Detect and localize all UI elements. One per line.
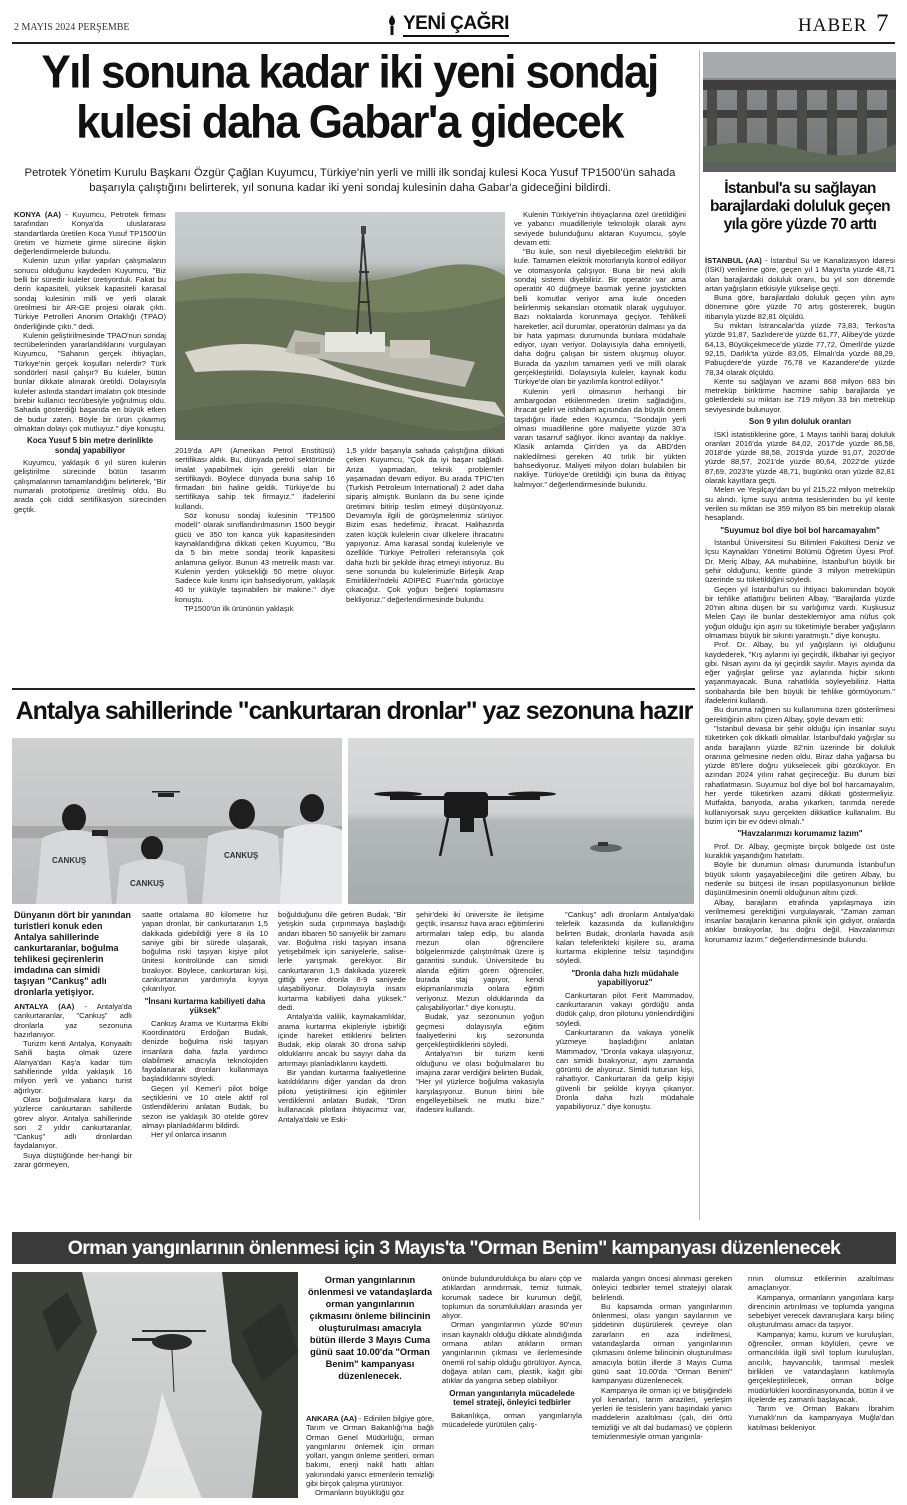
helicopter-icon: [132, 1330, 206, 1392]
story1-headline-line2: kulesi daha Gabar'a gidecek: [76, 96, 623, 149]
story1-col4-p3: Kulenin yerli olmasının herhangi bir ambargodan etkilenmeden üretim sağladığını, ihracat geliri ve istihdam açısından da büyük önem taşıdığını ifade eden Kuyumcu, "Sondajın yerli olması muadillerine göre maliyette yüzde 30'a varan tasarruf sağlıyor. İkinci avantajı da nakliye. Klasik anlamda Çin'den ya da ABD'den nakledilmesi gereken 40 tırlık bir yükten bahsediyoruz. Maliyeti milyon doları bulabilen bir nakliye. Türkiye'de üretildiği için buna da ihtiyaç kalmıyor." değerlendirmesinde bulundu.: [514, 386, 686, 489]
firefighting-helicopter-photo: [12, 1272, 298, 1498]
sidebar-dateline: İSTANBUL (AA): [705, 256, 762, 265]
vest-logo-3: CANKUŞ: [224, 851, 259, 860]
sidebar-subheading-3: "Havzalarımızı korumamız lazım": [737, 829, 863, 839]
story2-col4-p2: Budak, yaz sezonunun yoğun geçmesi dolayısıyla eğitim faaliyetlerini kış sezonunda gerçekleştirdiklerini söyledi.: [416, 1012, 544, 1050]
story2-col4-p3: Antalya'nın bir turizm kenti olduğunu ve olası boğulmaların bu imajına zarar verdiğini belirten Budak, "Her yıl yüzlerce boğulma vakasıyla karşılaşıyoruz. Bunun birini bile engelleyebilsek ne mutlu bize." ifadesini kullandı.: [416, 1049, 544, 1115]
story2-col1-p3: Olası boğulmalara karşı da yüzlerce cankurtaran sahillerde görev alıyor. Antalya sahillerinde son 2 yıldır cankurtaranlar, "Cankuş" adlı dronlardan faydalanıyor.: [14, 1094, 132, 1151]
sidebar-p3: Su miktarı İstrancalar'da yüzde 73,83, Terkos'ta yüzde 91,87, Sazlıdere'de yüzde 61,77, Alibey'de yüzde 64,13, Büyükçekmece'de yüzde 77,72, Ömerli'de yüzde 92,15, Darlık'ta yüzde 83,05, Elmalı'da yüzde 88,29, Pabuçdere'de yüzde 76,78 ve Kazandere'de yüzde 78,34 olarak ölçüldü.: [705, 321, 895, 377]
story2-subheading-2: "Dronla daha hızlı müdahale yapabiliyoruz": [571, 968, 679, 988]
sidebar-p14: Albay, barajların etrafında yapılaşmaya izin verilmemesi gerektiğini vurgulayarak, "Zaman zaman insanlar barajların kenarına piknik için gidiyor, oralarda atıklar bırakıyorlar, bu doğru değil. Havzalarımızı korumamız lazım." değerlendirmesinde bulundu.: [705, 897, 895, 944]
story2-col2-p1: saatte ortalama 80 kilometre hız yapan dronlar, bir cankurtaranın 1,5 dakikada gidebildiği yere 8 ila 10 saniye gibi bir sürede ulaşarak, boğulma riski taşıyan kişiye pilot ünitesi kontrolünde can simidi bırakıyor. Böylece, cankurtaran kişi, cankurtaranın yardımıyla kıyıya çıkarılıyor.: [142, 910, 268, 994]
story3-col3-p3: Kampanya ile orman içi ve bitişiğindeki yol kenarları, tarım arazileri, yerleşim yerleri ile tesislerin yanı başındaki yanıcı maddelerin azaltılması (çalı, diri örtü temizliği ve alt dal budaması) ve çöplerin temizlenmesiyle orman yangınla-: [592, 1385, 732, 1442]
masthead-rule: [12, 42, 895, 44]
drone-sea-scene: [348, 738, 694, 904]
story2-column-5: [556, 910, 694, 1196]
story2-col2-p3: Geçen yıl Kemer'i pilot bölge seçtiklerini ve 10 otele aktif rol üstlendiklerini anlatan Budak, bu sezon ise yaklaşık 30 otelde görev almayı planladıklarını bildirdi.: [142, 1083, 268, 1130]
story2-col1-p2: Turizm kenti Antalya, Konyaaltı Sahili başta olmak üzere Alanya'dan Kaş'a kadar tüm sahillerinde yılda yaklaşık 16 milyon yerli ve yabancı turist ağırlıyor.: [14, 1039, 132, 1095]
story1-column-4: [514, 210, 686, 680]
oil-rig-scene: [175, 212, 505, 440]
sidebar-p11: "İstanbul devasa bir şehir olduğu için insanlar suyu tüketirken çok dikkatli olmalılar. İstanbul'daki yağışlar su anda barajların yüzde 82'nin üzerinde bir doluluk oranına gelmesine neden oldu. Biraz daha yağarsa bu yüzde 85'lere doğru yükselecek gibi gözüküyor. En azından 2024 yılını rahat geçireceğiz. Bu durum bizi rahatlatmasın. Suyumuz bol diye bol bol harcamayalım, her yerde tüketirken azami dikkati göstermeliyiz. Mutfakta, banyoda, araba yıkarken, tarımda nerede kullanıyorsak suyu gerçekten dikkatlice kullanalım. Bu bizim için bir ev ödevi olmalı.": [705, 723, 895, 826]
story2-col5-p3: Cankurtaranın da vakaya yönelik yüzmeye başladığını anlatan Mammadov, "Dronla vakaya ulaşıyoruz, can simidi bırakıyoruz, aynı zamanda görüntü de alıyoruz. Simidi tutunan kişi, rahatlıyor. Cankurtaran da gelip kişiyi güvenli bir şekilde kıyıya çıkarıyor. Dronla daha hızlı müdahale yapabiliyoruz." diye konuştu.: [556, 1027, 694, 1112]
story1-col1-p2: Kulenin uzun yıllar yapılan çalışmaların sonucu olduğunu kaydeden Kuyumcu, "Biz belli bir süredir kuleler üretiyorduk. Fakat bu derin kapasiteli, yüksek kapasiteli karasal sondaj kulesinin milli ve yerli olarak üretilmesi bir AR-GE projesi olarak çıktı. Türkiye Petrolleri Anonim Ortaklığı (TPAO) önderliğinde çıktı." dedi.: [14, 256, 166, 331]
story2-dateline: ANTALYA (AA): [14, 1002, 75, 1011]
sidebar-p1: - İstanbul Su ve Kanalizasyon İdaresi (İSKİ) verilerine göre, geçen yıl 1 Mayıs'ta yüzde 48,71 olan barajlardaki doluluk oranı, bu yıl son dönemde artan yağışların etkisiyle yükselişe geçti.: [705, 256, 895, 293]
story3-column-3: [592, 1274, 732, 1500]
vest-logo-1: CANKUŞ: [52, 856, 87, 865]
drone-icon-small: [152, 791, 180, 797]
sidebar-p8: Geçen yıl İstanbul'un su ihtiyacı bakımından büyük bir tehlike atlattığını belirten Albay, "Barajlarda yüzde 20'nin altına düşen bir su varlığımız vardı. Kuşkusuz Melen Çayı ile bunlar desteklemiyor ama nüfus çok yoğun olduğu için aşırı su tüketimiyle beraber yağışların olmaması büyük bir sıkıntı yaratmıştı." diye konuştu.: [705, 584, 895, 640]
story3-column-4: [748, 1274, 894, 1500]
logo-text: YENİ ÇAĞRI: [403, 13, 509, 37]
story3-col1-p1: - Edinilen bilgiye göre, Tarım ve Orman Bakanlığı'na bağlı Orman Genel Müdürlüğü, orman yangınlarını önlemek için orman yolları, yangın önleme şeritleri, orman bakımı, enerji nakil hattı altları yakınındaki yanıcı etmenlerin temizliği gibi birçok çalışma yürütüyor.: [306, 1414, 434, 1489]
logo: [384, 12, 509, 38]
sidebar-p5: İSKİ istatistiklerine göre, 1 Mayıs tarihli baraj doluluk oranları 2016'da yüzde 84,02, 2017'de yüzde 86,58, 2018'de yüzde 88,58, 2019'da yüzde 91,07, 2020'de yüzde 88,57, 2021'de yüzde 80,64, 2022'de yüzde 87,69, 2023'te yüzde 48,71, bugünkü oran yüzde 82,81 olarak kayıtlara geçti.: [705, 429, 895, 486]
story2-col3-p2: Antalya'da valilik, kaymakamlıklar, arama kurtarma ekipleriyle işbirliği içinde hareket ettiklerini belirten Budak, ekip olarak 30 drona sahip olduklarını ancak bu sayıyı daha da artırmayı planladıklarını kaydetti.: [278, 1012, 406, 1068]
sidebar-subheading-2: "Suyumuz bol diye bol bol harcamayalım": [720, 525, 880, 535]
sidebar-p7: İstanbul Üniversitesi Su Bilimleri Fakültesi Deniz ve İçsu Kaynakları Yönetimi Bölümü Öğretim Üyesi Prof. Dr. Meriç Albay, AA muhabirine, İstanbul'un büyük bir şehir olduğunu, kentte günde 3 milyon metreküpün üzerinde su tüketildiğini söyledi.: [705, 538, 895, 585]
story1-col1-p4: Kuyumcu, yaklaşık 6 yıl süren kulenin geliştirilme sürecinde bütün tasarım çalışmalarının tamamlandığını belirterek, "Bir numaralı prototipimiz üretilmiş oldu. Bu arada çok ciddi sertifikasyon sürecinden geçtik.: [14, 458, 166, 514]
story1-column-1: [14, 210, 166, 680]
sidebar-p12: Prof. Dr. Albay, geçmişte birçok bölgede üst üste kuraklık yaşandığını hatırlattı.: [705, 841, 895, 861]
torch-logo-icon: [384, 14, 400, 36]
story3-subheading: Orman yangınlarıyla mücadelede temel strateji, önleyici tedbirler: [449, 1388, 575, 1408]
story2-col5-p1: "Cankuş" adlı dronların Antalya'daki telefeik kazasında da kullanıldığını belirten Budak, dronlarla havada asılı kalan teleferikteki kişilere su, arama kurtarma ekiplerine telsiz taşındığını söyledi.: [556, 910, 694, 966]
story1-col2-p1: 2019'da API (Amerikan Petrol Enstitüsü) sertifikası aldık. Bu, dünyada petrol sektöründe imalat yapabilmek için gerekli olan bir sertifikaydı. Böylece dünyada buna sahip 16 firmadan biri haline geldik. Türkiye'de bu sertifikaya sahip tek firmayız." ifadelerini kullandı.: [175, 446, 335, 511]
story3-col4-p3: Kampanya; kamu, kurum ve kuruluşları, öğrenciler, orman köylüleri, çevre ve ormancılıkla ilgili sivil toplum kuruluşları, arıcılık, hayvancılık, tarımsal meslek birlikleri ve vatandaşların katılımıyla gerçekleştirilecek, orman bölge müdürlükleri koordinasyonunda, bütün il ve ilçelerde eş zamanlı başlayacak.: [748, 1329, 894, 1404]
vest-logo-2: CANKUŞ: [130, 879, 165, 888]
story3-headline: Orman yangınlarının önlenmesi için 3 Mayıs'ta "Orman Benim" kampanyası düzenlenecek: [67, 1237, 841, 1259]
story3-col2-p1: önünde bulunduruldukça bu alanı çöp ve atıklardan arındırmak, temiz tutmak, korumak sadece bir kurumun değil, toplumun da sorumlulukları arasında yer alıyor.: [442, 1274, 582, 1321]
sidebar-divider: [699, 50, 700, 1220]
story1-col4-p1: Kulenin Türkiye'nin ihtiyaçlarına özel üretildiğini ve yabancı muadilleriyle teknolojik olarak aynı seviyede bulunduğunu aktaran Kuyumcu, şöyle devam etti:: [514, 210, 686, 247]
story1-col1-p3: Kulenin geliştirilmesinde TPAO'nun sondaj tecrübelerinden yararlandıklarını vurgulayan Kuyumcu, "Sahanın gerçek ihtiyaçları, Türkiye'nin gerçek koşulları nelerdir? Türk sondörleri nasıl çalışır? Bu kuleler, bütün bunlar dikkate alınarak üretildi. Dolayısıyla kuleler aslında standart imalatın çok ötesinde birebir kullanıcı tecrübesiyle yoğrulmuş oldu. Sahada gösterdiği başarıda en büyük etken de budur zaten. Böyle bir ürün çıkarmış olmaktan dolayı çok mutluyuz." diye konuştu.: [14, 330, 166, 433]
story3-lead: Orman yangınlarının önlenmesi ve vatandaşlarda orman yangınlarının çıkmasını önleme bilincinin oluşturulması amacıyla bütün illerde 3 Mayıs Cuma günü saat 10.00'da "Orman Benim" kampanyası düzenlenecek.: [307, 1275, 432, 1381]
masthead-date: 2 MAYIS 2024 PERŞEMBE: [14, 22, 130, 33]
sidebar-subheading-1: Son 9 yılın doluluk oranları: [748, 417, 852, 427]
lifeguards-scene: [12, 738, 342, 904]
story2-lead: Dünyanın dört bir yanından turistleri konuk eden Antalya sahillerinde cankurtaranlar, boğulma tehlikesi geçirenlerin imdadına can simidi taşıyan "Cankuş" adlı dronlarla yetişiyor.: [14, 910, 132, 997]
story3-column-1: [306, 1414, 434, 1500]
drone-icon: [374, 792, 556, 857]
story2-column-1: [14, 910, 132, 1196]
aqueduct-photo: [703, 52, 896, 172]
story1-col3-p1: 1,5 yıldır başarıyla sahada çalıştığına dikkati çeken Kuyumcu, "Çok da iyi başarı sağladı. Arıza yapmadan, teknik problemler yaşamadan devam ediyor. Bu arada TPIC'ten (Turkish Petroleum International) 2 adet daha sipariş almıştık. Bunların da bu sene içinde üretimini bitirip teslim etmeyi düşünüyoruz. Devamıyla ilgili de görüşmelerimiz sürüyor. Bizim esas hedefimiz, ihracat. Halihazırda zaten küçük kulelerin civar ülkelere ihracatını yapıyoruz. Ama karasal sondaj kuleleriyle ve özellikle Türkiye Petrolleri referansıyla çok daha hızlı bir şekilde ihraç etmeyi istiyoruz. Bu sene sonunda bu kulelerimizle Birleşik Arap Emirlikleri'ndeki ADIPEC Fuarı'nda görücüye çıkacağız. Çok yoğun beğeni toplamasını bekliyoruz." değerlendirmesinde bulundu.: [346, 446, 504, 604]
story2-col2-p4: Her yıl onlarca insanın: [151, 1130, 227, 1140]
story2-col3-p3: Bir yandan kurtarma faaliyetlerine katıldıklarını diğer yandan da dron pilotu yetiştirilmesi için eğitimler verdiklerini anlatan Budak, "Dron kullanacak pilotlara ihtiyacımız var, Antalya'daki ve Eski-: [278, 1068, 406, 1124]
story3-col2-p3: Bakanlıkça, orman yangınlarıyla mücadelede yürütülen çalış-: [442, 1410, 582, 1429]
story3-col2-p2: Orman yangınlarının yüzde 90'ının insan kaynaklı olduğu dikkate alındığında ormana atılan atıkların orman yangınlarının çıkması ve ilerlemesinde önemli rol sahip olduğu görülüyor. Ayrıca, doğaya atılan cam, plastik, kağıt gibi atıklar da yangına sebep olabiliyor.: [442, 1320, 582, 1386]
story2-col1-p4: Suya düştüğünde her-hangi bir zarar görmeyen,: [14, 1150, 132, 1170]
story3-dateline: ANKARA (AA): [306, 1414, 357, 1423]
story1-bottom-rule: [12, 688, 695, 690]
story1-col1-p1: - Kuyumcu, Petrotek firması tarafından Konya'da uluslararası standartlarda üretilen Koca Yusuf TP1500'ün üretim ve hizmete girme sürecine ilişkin değerlendirmelerde bulundu.: [14, 210, 166, 257]
helicopter-scene: [12, 1272, 298, 1498]
sidebar-headline: İstanbul'a su sağlayan barajlardaki doluluk geçen yıla göre yüzde 70 arttı: [710, 180, 890, 233]
story1-col4-p2: "Bu kule, son nesil diyebileceğim elektrikli bir kule. Tamamen elektrik motorlarıyla kontrol ediliyor ve otomasyonla çalışıyor. Buna bir nevi akıllı sondaj sistemi diyebiliriz. Bir operatör var ama operatör 40 düğmeye basmak yerine joystickten belli komutlar veriyor ama kule önceden belirlenmiş sekansları otomatik olarak uyguluyor. Bazı noktalarda korunmaya geçiyor. Tehlikeli hareketler, acil durumlar, operatörün dalması ya da bir hata yapması durumunda bunlara müdahale ediyor, uyarı veriyor. Dolayısıyla daha emniyetli, daha doğru çalışan bir sistem oluşmuş oluyor. Burada da yazılım tamamen yerli ve milli olarak gerçekleştirildi. Dolayısıyla kuleler, kaynak kodu Türkiye'de olan bir yazılımla kontrol ediliyor.": [514, 247, 686, 387]
story3-col1-p2: Ormanların büyüklüğü göz: [315, 1488, 405, 1498]
story2-col3-p1: boğulduğunu dile getiren Budak, "Bir yetişkin suda çırpınmaya başladığı andan itibaren 50 saniyelik bir zamanı var. Boğulma riski taşıyan insana yetişebilmek için saniyelerle, saliselerle yarışmak gerekiyor. Bir cankurtaranın 1,5 dakikada yüzerek gittiği yere dronla 8-9 saniyede ulaşabiliyoruz. Dolayısıyla insanı kurtarma kabiliyeti daha yüksek." dedi.: [278, 910, 406, 1012]
section-name: HABER: [798, 15, 868, 36]
story3-col4-p1: rının olumsuz etkilerinin azaltılması amaçlanıyor.: [748, 1274, 894, 1293]
story2-col4-p1: şehir'deki iki üniversite ile iletişime geçtik, insansız hava aracı eğitimlerini artırmaları talep edip, bu alanda mezun olan öğrencilere bölgelerimizde çalıştırılmak üzere iş garantisi sunduk. Üniversitede bu alanda eğitim gören öğrenciler, burada staj yapıyor, kendi ekipmanlarımızla onlara eğitim veriyoruz. Mezun olduklarında da çalışabiliyorlar." diye konuştu.: [416, 910, 544, 1012]
sidebar-p10: Bu duruma rağmen su kullanımına özen gösterilmesi gerektiğinin altını çizen Albay, şöyle devam etti:: [705, 705, 895, 724]
sidebar-p13: Böyle bir durumun olması durumunda İstanbul'un büyük sıkıntı yaşayabileceğini dile getiren Albay, bu nedenle su bütçesi ile insan popülasyonunun birlikte düşünülmesinin önemli olduğunun altını çizdi.: [705, 860, 895, 898]
story1-col2-p3: TP1500'ün ilk ürününün yaklaşık: [184, 604, 294, 614]
story2-column-2: [142, 910, 268, 1196]
story2-col5-p2: Cankurtaran pilot Ferit Mammadov, cankurtaranın vakayı gördüğü anda düdük çalıp, dron pilotunu yönlendirdiğini söyledi.: [556, 990, 694, 1028]
story3-col4-p4: Tarım ve Orman Bakanı İbrahim Yumaklı'nın da kampanyaya Muğla'dan katılması bekleniyor.: [748, 1404, 894, 1432]
aqueduct-scene: [703, 52, 896, 172]
story1-column-3: [346, 446, 504, 680]
story2-col2-p2: Cankuş Arama ve Kurtarma Ekibi Koordinatörü Erdoğan Budak, denizde boğulma riski taşıyan insanlara daha fazla yardımcı olabilmek amacıyla teknolojiden faydalanarak dronları kullanmaya başladıklarını söyledi.: [142, 1018, 268, 1084]
story1-dateline: KONYA (AA): [14, 210, 61, 219]
story2-column-3: [278, 910, 406, 1196]
story2-headline: Antalya sahillerinde "cankurtaran dronlar" yaz sezonuna hazır: [15, 697, 693, 725]
story1-subheading: Koca Yusuf 5 bin metre derinlikte sondaj yapabiliyor: [26, 436, 154, 455]
story3-col3-p1: malarda yangın öncesi alınması gereken önleyici tedbirler temel stratejiyi olarak belirlendi.: [592, 1274, 732, 1302]
oil-rig-photo: [175, 212, 505, 440]
sidebar-p9: Prof. Dr. Albay, bu yıl yağışların iyi olduğunu kaydederek, "Kış aylarını iyi geçirdik, ilkbahar iyi geçiyor gibi. Nisan ayını da iyi geçirdik sayılır. Mayıs ayında da eğer yağışlar gelirse yaz aylarında hiçbir sıkıntı yaşanmayacak. Buna rahatlıkla söyleyebiliriz. Hatta sonbaharda bile ben büyük bir tehlike görmüyorum." ifadelerini kullandı.: [705, 640, 895, 706]
story1-col2-p2: Söz konusu sondaj kulesinin "TP1500 modeli" olarak sınıflandırılmasının 1500 beygir gücü ve 350 ton kanca yük kapasitesinden kaynaklandığına dikkati çeken Kuyumcu, "Bu da 5 bin metre sondaj teorik kapasitesi anlamına geliyor. Bunun 43 metrelik mastı var. Kulenin yerden yüksekliği 50 metre oluyor. Sadece kule kısmı için bahsediyorum, yaklaşık 40 tır yüküyle taşınabilen bir makine." diye konuştu.: [175, 511, 335, 604]
story2-col1-p1: - Antalya'da cankurtaranlar, "Cankuş" adlı dronlarla yaz sezonuna hazırlanıyor.: [14, 1002, 132, 1039]
story1-headline-line1: Yıl sonuna kadar iki yeni sondaj: [41, 46, 658, 99]
story3-headline-banner: [12, 1232, 896, 1264]
story1-column-2: [175, 446, 335, 680]
story3-col3-p2: Bu kapsamda orman yangınlarının önlenmesi, olası yangın sayılarının ve şiddetinin düşürülerek çevreye olan zararların en aza indirilmesi, vatandaşlarda orman yangınlarının çıkmasını önleme bilincinin oluşturulması amacıyla bütün illerde 3 Mayıs Cuma günü saat 10.00'da "Orman Benim" kampanyası düzenlenecek.: [592, 1301, 732, 1386]
page-number: 7: [876, 10, 889, 37]
sidebar-p4: Kente su sağlayan ve azami 868 milyon 683 bin metreküp biriktirme hacmine sahip barajlarda ye göletlerdeki su miktarı ise 719 milyon 33 bin metreküp seviyesinde bulunuyor.: [705, 376, 895, 414]
story3-column-2: [442, 1274, 582, 1500]
drone-over-sea-photo: [348, 738, 694, 904]
story1-deck: Petrotek Yönetim Kurulu Başkanı Özgür Çağlan Kuyumcu, Türkiye'nin yerli ve milli ilk sondaj kulesi Koca Yusuf TP1500'ün sahada başarıyla çalıştığını belirterek, yıl sonuna kadar iki yeni sondaj kulesinin daha Gabar'a gideceğini bildirdi.: [24, 167, 676, 194]
lifeguards-drone-photo: [12, 738, 342, 904]
story3-col4-p2: Kampanya, ormanların yangınlara karşı direncinin artırılması ve toplumda yangına sebebiyet verecek davranışlara karşı bilinç oluşturulması amacı da taşıyor.: [748, 1292, 894, 1330]
sidebar-p6: Melen ve Yeşilçay'dan bu yıl 215,22 milyon metreküp su alındı. İçme suyu arıtma tesislerinden bu yıl kente verilen su miktarı ise 359 milyon 85 bin metreküp olarak hesaplandı.: [705, 485, 895, 523]
story2-column-4: [416, 910, 544, 1196]
sidebar-p2: Buna göre, barajlardaki doluluk geçen yılın aynı dönemine göre yüzde 70 artış göstererek, bugün itibarıyla yüzde 82,81 ölçüldü.: [705, 293, 895, 321]
sidebar-column: [705, 256, 895, 1196]
story2-subheading-1: "İnsanı kurtarma kabiliyeti daha yüksek": [144, 996, 266, 1016]
